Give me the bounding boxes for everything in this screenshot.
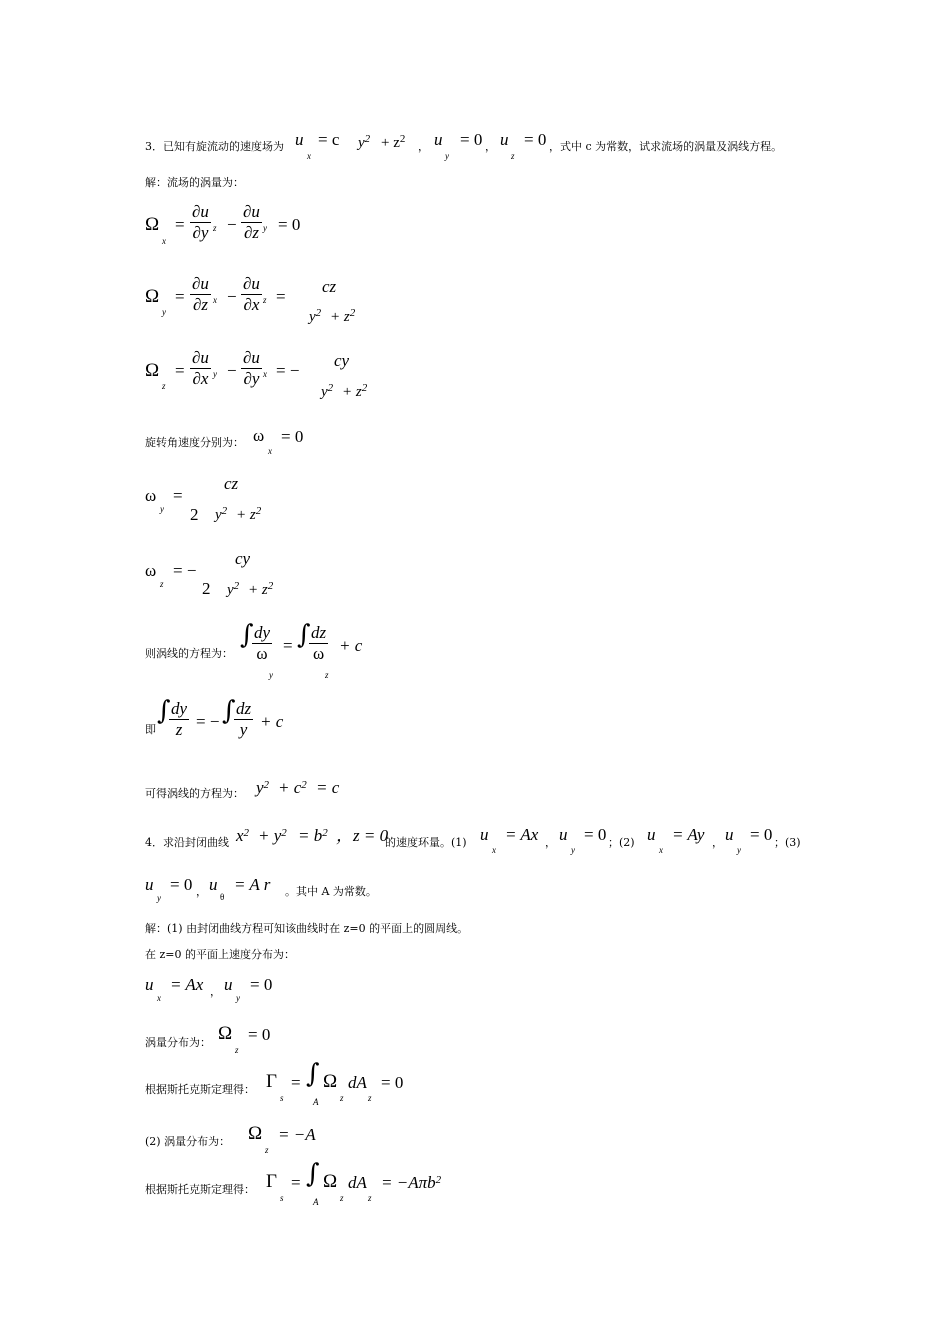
solution-label: 解：流场的涡量为： <box>145 176 244 189</box>
sub-y: y <box>236 993 240 1003</box>
part-3-marker: ；(3) <box>774 836 801 849</box>
gamma-symbol: Γ <box>266 1071 277 1092</box>
stokes-label: 根据斯托克斯定理得： <box>145 1083 255 1096</box>
sub-z: z <box>160 579 164 589</box>
sub-z: z <box>511 151 515 161</box>
equals: = <box>173 486 183 505</box>
sub-x: x <box>268 446 272 456</box>
small-omega: ω <box>253 426 265 445</box>
equals-Ax: = Ax <box>505 825 539 844</box>
equals-zero: = 0 <box>584 825 607 844</box>
small-omega: ω <box>145 561 157 580</box>
plus-z-squared: + $z^2$ <box>248 580 274 598</box>
number-two: 2 <box>190 505 199 524</box>
fraction-dz-y: dz y <box>236 699 252 739</box>
omega-symbol: Ω <box>145 360 160 381</box>
vorticity-distribution-label: 涡量分布为： <box>145 1036 211 1049</box>
integral-sign: ∫ <box>306 1159 320 1189</box>
u-symbol: u <box>647 825 656 844</box>
uz-equals-zero: = 0 <box>524 130 547 149</box>
plus-c-squared: + $c^2$ <box>278 778 307 797</box>
u-symbol: u <box>224 975 233 994</box>
ux-symbol: u <box>295 130 304 149</box>
rotation-label: 旋转角速度分别为： <box>145 436 244 449</box>
result-label: 可得涡线的方程为： <box>145 787 244 800</box>
fraction-dux-dy: ∂u ∂y <box>243 348 260 388</box>
z-equals-zero: ，z = 0 <box>336 826 389 845</box>
sub-y: y <box>213 369 217 379</box>
sub-y: y <box>269 670 273 680</box>
comma: ， <box>485 140 496 153</box>
equals-zero: = 0 <box>281 427 304 446</box>
integral-sign: ∫ <box>297 620 311 650</box>
y-squared: $y^2$ <box>358 133 371 151</box>
integral-sign: ∫ <box>306 1059 320 1089</box>
equals-Ax: = Ax <box>170 975 204 994</box>
plus-z-squared: + $z^2$ <box>236 505 262 523</box>
integral-sign: ∫ <box>240 620 254 650</box>
sub-y: y <box>160 504 164 514</box>
minus: − <box>227 287 237 306</box>
comma: ， <box>418 140 429 153</box>
part-2-label: (2) 涡量分布为： <box>145 1135 231 1148</box>
denominator-y2: $y^2$ <box>321 382 334 400</box>
u-symbol: u <box>145 875 154 894</box>
uz-symbol: u <box>500 130 509 149</box>
sub-y: y <box>162 307 166 317</box>
omega-symbol: Ω <box>145 214 160 235</box>
sub-s: s <box>280 1093 284 1103</box>
plus-z-squared: + $z^2$ <box>342 382 368 400</box>
problem-3-statement: 3．已知有旋流动的速度场为 <box>145 140 284 153</box>
equals: = <box>175 361 185 380</box>
sub-theta: θ <box>220 892 225 902</box>
equals-A-r: = A r <box>234 875 271 894</box>
plus-c: + c <box>339 636 363 655</box>
stokes-label-2: 根据斯托克斯定理得： <box>145 1183 255 1196</box>
part-2-marker: ；(2) <box>608 836 635 849</box>
u-symbol: u <box>145 975 154 994</box>
numerator-cz: cz <box>224 474 239 493</box>
equals: = <box>276 287 286 306</box>
u-symbol: u <box>725 825 734 844</box>
sub-y: y <box>571 845 575 855</box>
problem-4-statement: 4．求沿封闭曲线 <box>145 836 229 849</box>
number-two: 2 <box>202 579 211 598</box>
dA: dA <box>348 1173 367 1192</box>
plane-velocity-label: 在 z=0 的平面上速度分布为： <box>145 948 296 961</box>
fraction-duy-dx: ∂u ∂x <box>192 348 209 388</box>
equals-minus: = − <box>276 361 300 380</box>
numerator-cz: cz <box>322 277 337 296</box>
uy-symbol: u <box>434 130 443 149</box>
ji-label: 即 <box>145 723 156 736</box>
velocity-circulation-text: 的速度环量。(1) <box>385 836 467 849</box>
sub-z: z <box>162 381 166 391</box>
equals: = <box>175 215 185 234</box>
equals-zero: = 0 <box>750 825 773 844</box>
equals: = <box>283 636 293 655</box>
u-symbol: u <box>480 825 489 844</box>
x-squared: $x^2$ <box>236 826 250 845</box>
denominator-y2-z2: $y^2$ <box>309 307 322 325</box>
solution-part-1: 解：(1) 由封闭曲线方程可知该曲线时在 z=0 的平面上的圆周线。 <box>145 922 469 935</box>
omega-symbol: Ω <box>218 1023 233 1044</box>
fraction-duz-dy: ∂u ∂y <box>192 202 209 242</box>
comma: ， <box>196 885 207 898</box>
sub-x: x <box>162 236 166 246</box>
vortex-line-label: 则涡线的方程为： <box>145 647 233 660</box>
u-theta-symbol: u <box>209 875 218 894</box>
equals: = <box>291 1173 301 1192</box>
fraction-dz-omega: dz ω <box>311 623 327 663</box>
sub-y: y <box>157 893 161 903</box>
equals-minus: = − <box>196 712 220 731</box>
plus-z-squared: + $z^2$ <box>381 133 406 151</box>
plus-c: + c <box>260 712 284 731</box>
sub-y: y <box>263 223 267 233</box>
gamma-symbol: Γ <box>266 1171 277 1192</box>
comma: ， <box>545 836 556 849</box>
sub-z: z <box>340 1093 344 1103</box>
equals-Ay: = Ay <box>672 825 705 844</box>
sub-s: s <box>280 1193 284 1203</box>
ux-equals-c: = c <box>318 130 340 149</box>
equals-c: = c <box>316 778 340 797</box>
sub-x: x <box>157 993 161 1003</box>
sub-A: A <box>313 1097 319 1107</box>
sub-x: x <box>213 295 217 305</box>
omega-symbol: Ω <box>323 1071 338 1092</box>
equals: = <box>291 1073 301 1092</box>
small-omega: ω <box>145 486 157 505</box>
equals-zero: = 0 <box>278 215 301 234</box>
equals-minus-A-pi-b-squared: = −Aπb$^2$ <box>381 1173 442 1192</box>
integral-sign: ∫ <box>157 696 171 726</box>
sub-z: z <box>265 1145 269 1155</box>
sub-z: z <box>368 1093 372 1103</box>
sub-z: z <box>340 1193 344 1203</box>
equals-zero: = 0 <box>248 1025 271 1044</box>
equals-zero: = 0 <box>381 1073 404 1092</box>
fraction-duz-dx: ∂u ∂x <box>243 274 260 314</box>
sub-z: z <box>263 295 267 305</box>
sub-y: y <box>445 151 449 161</box>
equals-zero: = 0 <box>250 975 273 994</box>
fraction-duy-dz: ∂u ∂z <box>243 202 260 242</box>
fraction-dux-dz: ∂u ∂z <box>192 274 209 314</box>
omega-symbol: Ω <box>323 1171 338 1192</box>
sub-x: x <box>263 369 267 379</box>
sub-A: A <box>313 1197 319 1207</box>
sub-z: z <box>325 670 329 680</box>
comma: ， <box>712 836 723 849</box>
minus: − <box>227 215 237 234</box>
dA: dA <box>348 1073 367 1092</box>
equals-b-squared: = $b^2$ <box>298 826 328 845</box>
fraction-dy-omega: dy ω <box>254 623 271 663</box>
sub-z: z <box>368 1193 372 1203</box>
y-squared: $y^2$ <box>215 505 228 523</box>
y-squared: $y^2$ <box>227 580 240 598</box>
uy-equals-zero: = 0 <box>460 130 483 149</box>
comma: ， <box>210 985 221 998</box>
u-symbol: u <box>559 825 568 844</box>
sub-x: x <box>659 845 663 855</box>
sub-x: x <box>492 845 496 855</box>
equals-zero: = 0 <box>170 875 193 894</box>
numerator-cy: cy <box>334 351 350 370</box>
plus-z-squared: + $z^2$ <box>330 307 356 325</box>
omega-symbol: Ω <box>145 286 160 307</box>
fraction-dy-z: dy z <box>171 699 188 739</box>
A-constant-note: 。其中 A 为常数。 <box>285 885 377 898</box>
plus-y-squared: + $y^2$ <box>258 826 287 845</box>
sub-z: z <box>235 1045 239 1055</box>
problem-3-rest: ，式中 c 为常数，试求流场的涡量及涡线方程。 <box>549 140 783 153</box>
equals-minus-A: = −A <box>278 1125 316 1144</box>
numerator-cy: cy <box>235 549 251 568</box>
y-squared: $y^2$ <box>256 778 270 797</box>
equals-minus: = − <box>173 561 197 580</box>
sub-z: z <box>213 223 217 233</box>
sub-x: x <box>307 151 311 161</box>
sub-y: y <box>737 845 741 855</box>
omega-symbol: Ω <box>248 1123 263 1144</box>
equals: = <box>175 287 185 306</box>
minus: − <box>227 361 237 380</box>
integral-sign: ∫ <box>222 696 236 726</box>
